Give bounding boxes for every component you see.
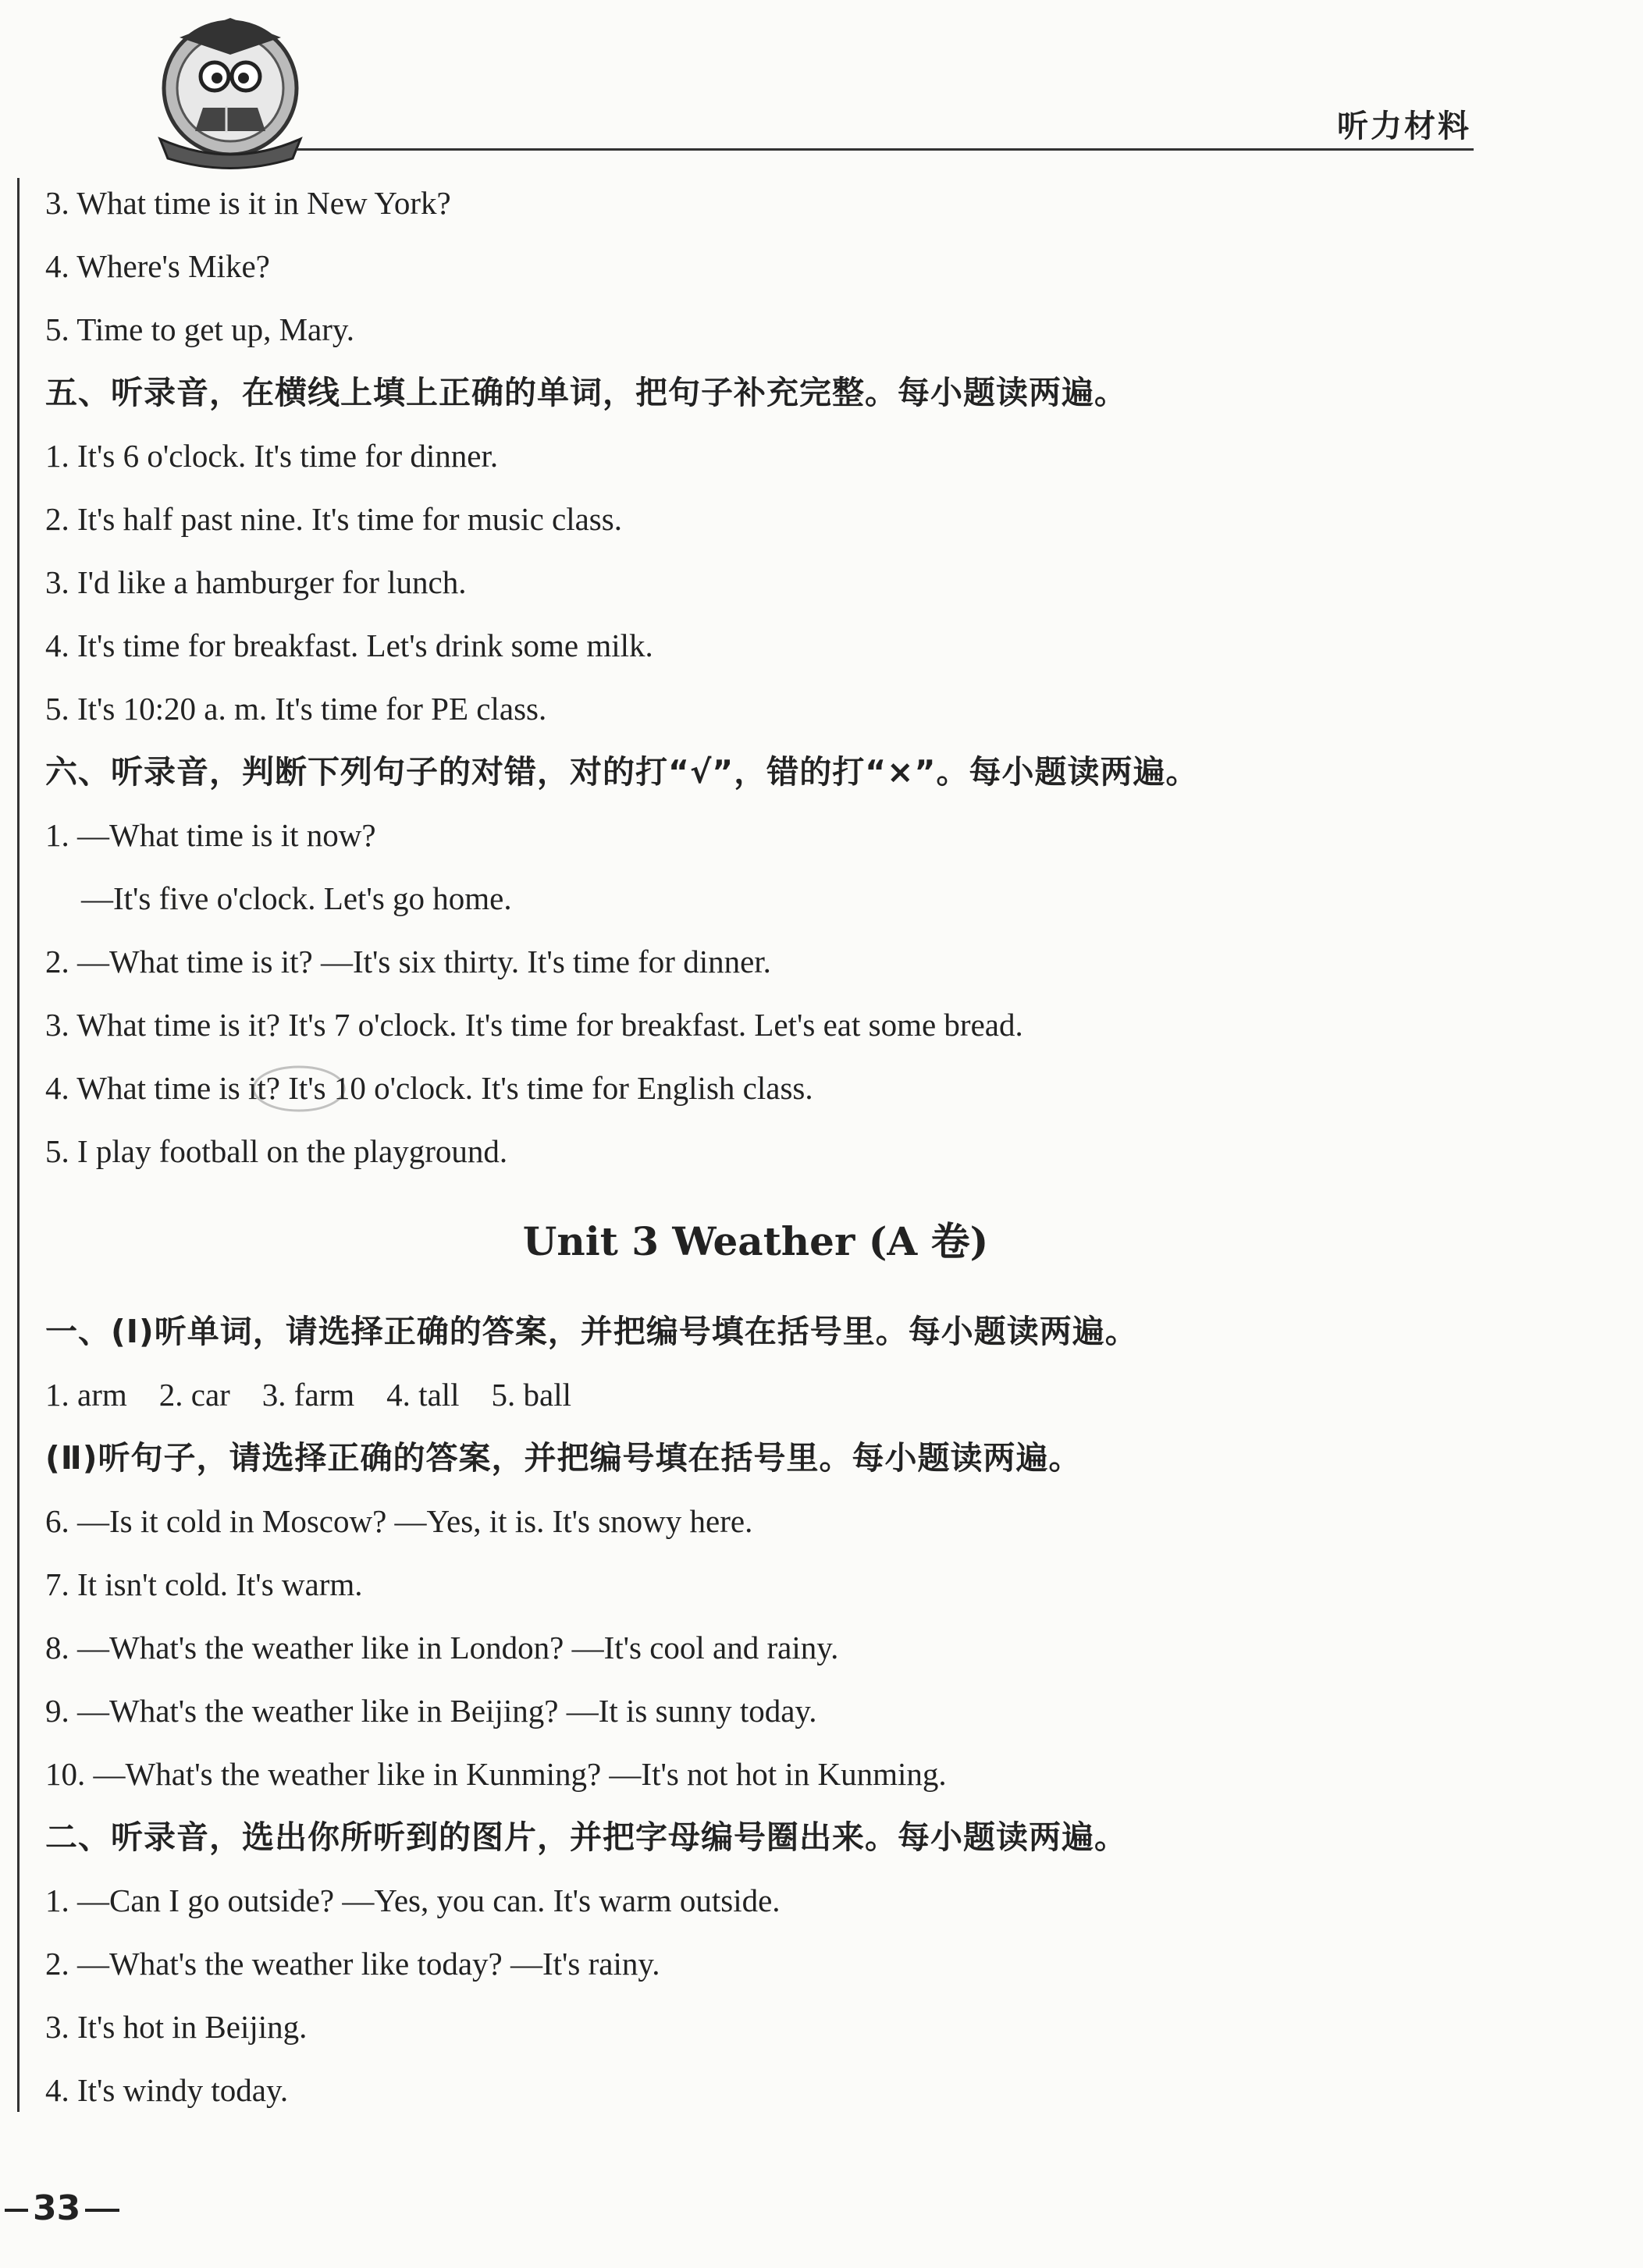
part-two-heading: (Ⅱ)听句子，请选择正确的答案，并把编号填在括号里。每小题读两遍。 <box>45 1439 1082 1477</box>
list-item: 1. —What time is it now? <box>45 817 376 853</box>
list-item: 8. —What's the weather like in London? —It's cool and rainy. <box>45 1630 839 1665</box>
list-item: 7. It isn't cold. It's warm. <box>45 1566 363 1602</box>
list-item: 4. It's windy today. <box>45 2072 289 2108</box>
list-item: 3. What time is it in New York? <box>45 185 451 221</box>
word-list: 1. arm 2. car 3. farm 4. tall 5. ball <box>45 1377 572 1413</box>
page-header-title: 听力材料 <box>1337 108 1471 144</box>
list-item: 5. I play football on the playground. <box>45 1133 508 1169</box>
list-item: 5. It's 10:20 a. m. It's time for PE class. <box>45 691 547 727</box>
list-item: 1. —Can I go outside? —Yes, you can. It's warm outside. <box>45 1882 781 1918</box>
section-six-heading: 六、听录音，判断下列句子的对错，对的打“√”，错的打“×”。每小题读两遍。 <box>45 753 1199 791</box>
list-item: 4. What time is it? It's 10 o'clock. It's time for English class. <box>45 1070 813 1106</box>
list-item: 3. It's hot in Beijing. <box>45 2009 308 2045</box>
list-item: 9. —What's the weather like in Beijing? —It is sunny today. <box>45 1693 817 1729</box>
list-item: 2. It's half past nine. It's time for music class. <box>45 501 622 537</box>
unit-title: Unit 3 Weather (A 卷) <box>522 1218 989 1264</box>
reading-mascot-icon <box>148 14 312 170</box>
header-divider <box>297 148 1474 151</box>
left-margin-rule <box>17 178 20 2112</box>
list-item: 2. —What's the weather like today? —It's rainy. <box>45 1946 660 1982</box>
list-item: 2. —What time is it? —It's six thirty. It's time for dinner. <box>45 944 771 979</box>
list-item: 5. Time to get up, Mary. <box>45 311 354 347</box>
page-number <box>0 2185 124 2232</box>
part-one-heading: 一、(Ⅰ)听单词，请选择正确的答案，并把编号填在括号里。每小题读两遍。 <box>45 1313 1138 1350</box>
list-item: 4. Where's Mike? <box>45 248 270 284</box>
list-item: —It's five o'clock. Let's go home. <box>81 880 512 916</box>
list-item: 1. It's 6 o'clock. It's time for dinner. <box>45 438 499 474</box>
list-item: 3. I'd like a hamburger for lunch. <box>45 564 467 600</box>
list-item: 10. —What's the weather like in Kunming? —It's not hot in Kunming. <box>45 1756 947 1792</box>
list-item: 6. —Is it cold in Moscow? —Yes, it is. It's snowy here. <box>45 1503 753 1539</box>
section-five-heading: 五、听录音，在横线上填上正确的单词，把句子补充完整。每小题读两遍。 <box>45 374 1127 411</box>
page-number-dash-left <box>5 2209 28 2212</box>
page-number-value: 33 <box>33 2188 81 2228</box>
listening-material-content <box>45 172 1466 2122</box>
section-two-heading: 二、听录音，选出你所听到的图片，并把字母编号圈出来。每小题读两遍。 <box>45 1818 1127 1856</box>
page-number-dash-right <box>85 2209 119 2212</box>
list-item: 3. What time is it? It's 7 o'clock. It's time for breakfast. Let's eat some bread. <box>45 1007 1023 1043</box>
list-item: 4. It's time for breakfast. Let's drink some milk. <box>45 627 653 663</box>
